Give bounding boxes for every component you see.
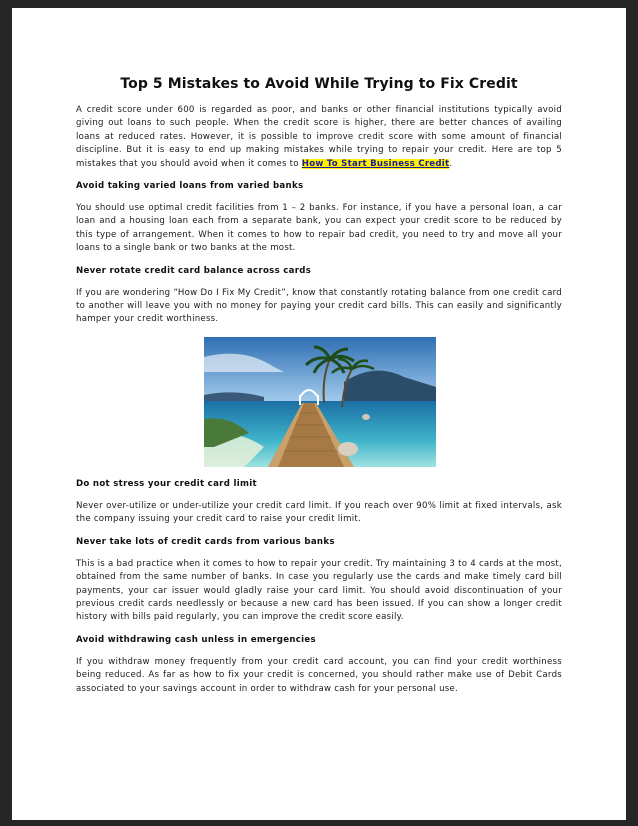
section-heading-1: Avoid taking varied loans from varied banks xyxy=(76,181,304,192)
section-heading-5: Avoid withdrawing cash unless in emergencies xyxy=(76,634,316,645)
document-title: Top 5 Mistakes to Avoid While Trying to Fix Credit xyxy=(120,76,518,92)
section-heading-3: Do not stress your credit card limit xyxy=(76,478,257,489)
section-body-3: Never over-utilize or under-utilize your credit card limit. If you reach over 90% limit at fixed intervals, ask the company issuing your credit card to raise your credit limit. xyxy=(76,500,562,525)
section-body-4: This is a bad practice when it comes to how to repair your credit. Try maintaining 3 to 4 cards at the most, obtained from the same number of banks. In case you regularly use the cards and make timely card bill payments, your car issuer would gladly raise your card limit. You should avoid discontinuation of your previous credit cards needlessly or because a new card has been issued. If you can show a longer credit history with bills paid regularly, you can improve the credit score easily. xyxy=(76,558,562,623)
beach-image xyxy=(204,337,436,467)
section-body-1: You should use optimal credit facilities from 1 – 2 banks. For instance, if you have a personal loan, a car loan and a housing loan each from a separate bank, you can expect your credit score to be reduced by this type of arrangement. When it comes to how to repair bad credit, you need to try and move all your loans to a single bank or two banks at the most. xyxy=(76,203,562,254)
intro-paragraph xyxy=(76,104,562,171)
section-body-2: If you are wondering “How Do I Fix My Credit”, know that constantly rotating balance from one credit card to another will leave you with no money for paying your credit card bills. This can easily and significantly hamper your credit worthiness. xyxy=(76,287,562,325)
section-body-5: If you withdraw money frequently from your credit card account, you can find your credit worthiness being reduced. As far as how to fix your credit is concerned, you should rather make use of Debit Cards associated to your savings account in order to withdraw cash for your personal use. xyxy=(76,656,562,694)
business-credit-link[interactable]: How To Start Business Credit xyxy=(301,158,450,169)
section-heading-4: Never take lots of credit cards from various banks xyxy=(76,536,335,547)
intro-text: A credit score under 600 is regarded as poor, and banks or other financial institutions typically avoid giving out loans to such people. When the credit score is higher, there are better chances of availing loans at reduced rates. However, it is possible to improve credit score with some amount of financial discipline. But it is easy to end up making mistakes while trying to repair your credit. Here are top 5 mistakes that you should avoid when it comes to xyxy=(76,105,562,169)
intro-end: . xyxy=(449,158,453,169)
tropical-pier-photo xyxy=(76,337,562,467)
document-page xyxy=(12,8,626,820)
image-spacer xyxy=(76,467,562,479)
section-heading-2: Never rotate credit card balance across cards xyxy=(76,265,312,276)
